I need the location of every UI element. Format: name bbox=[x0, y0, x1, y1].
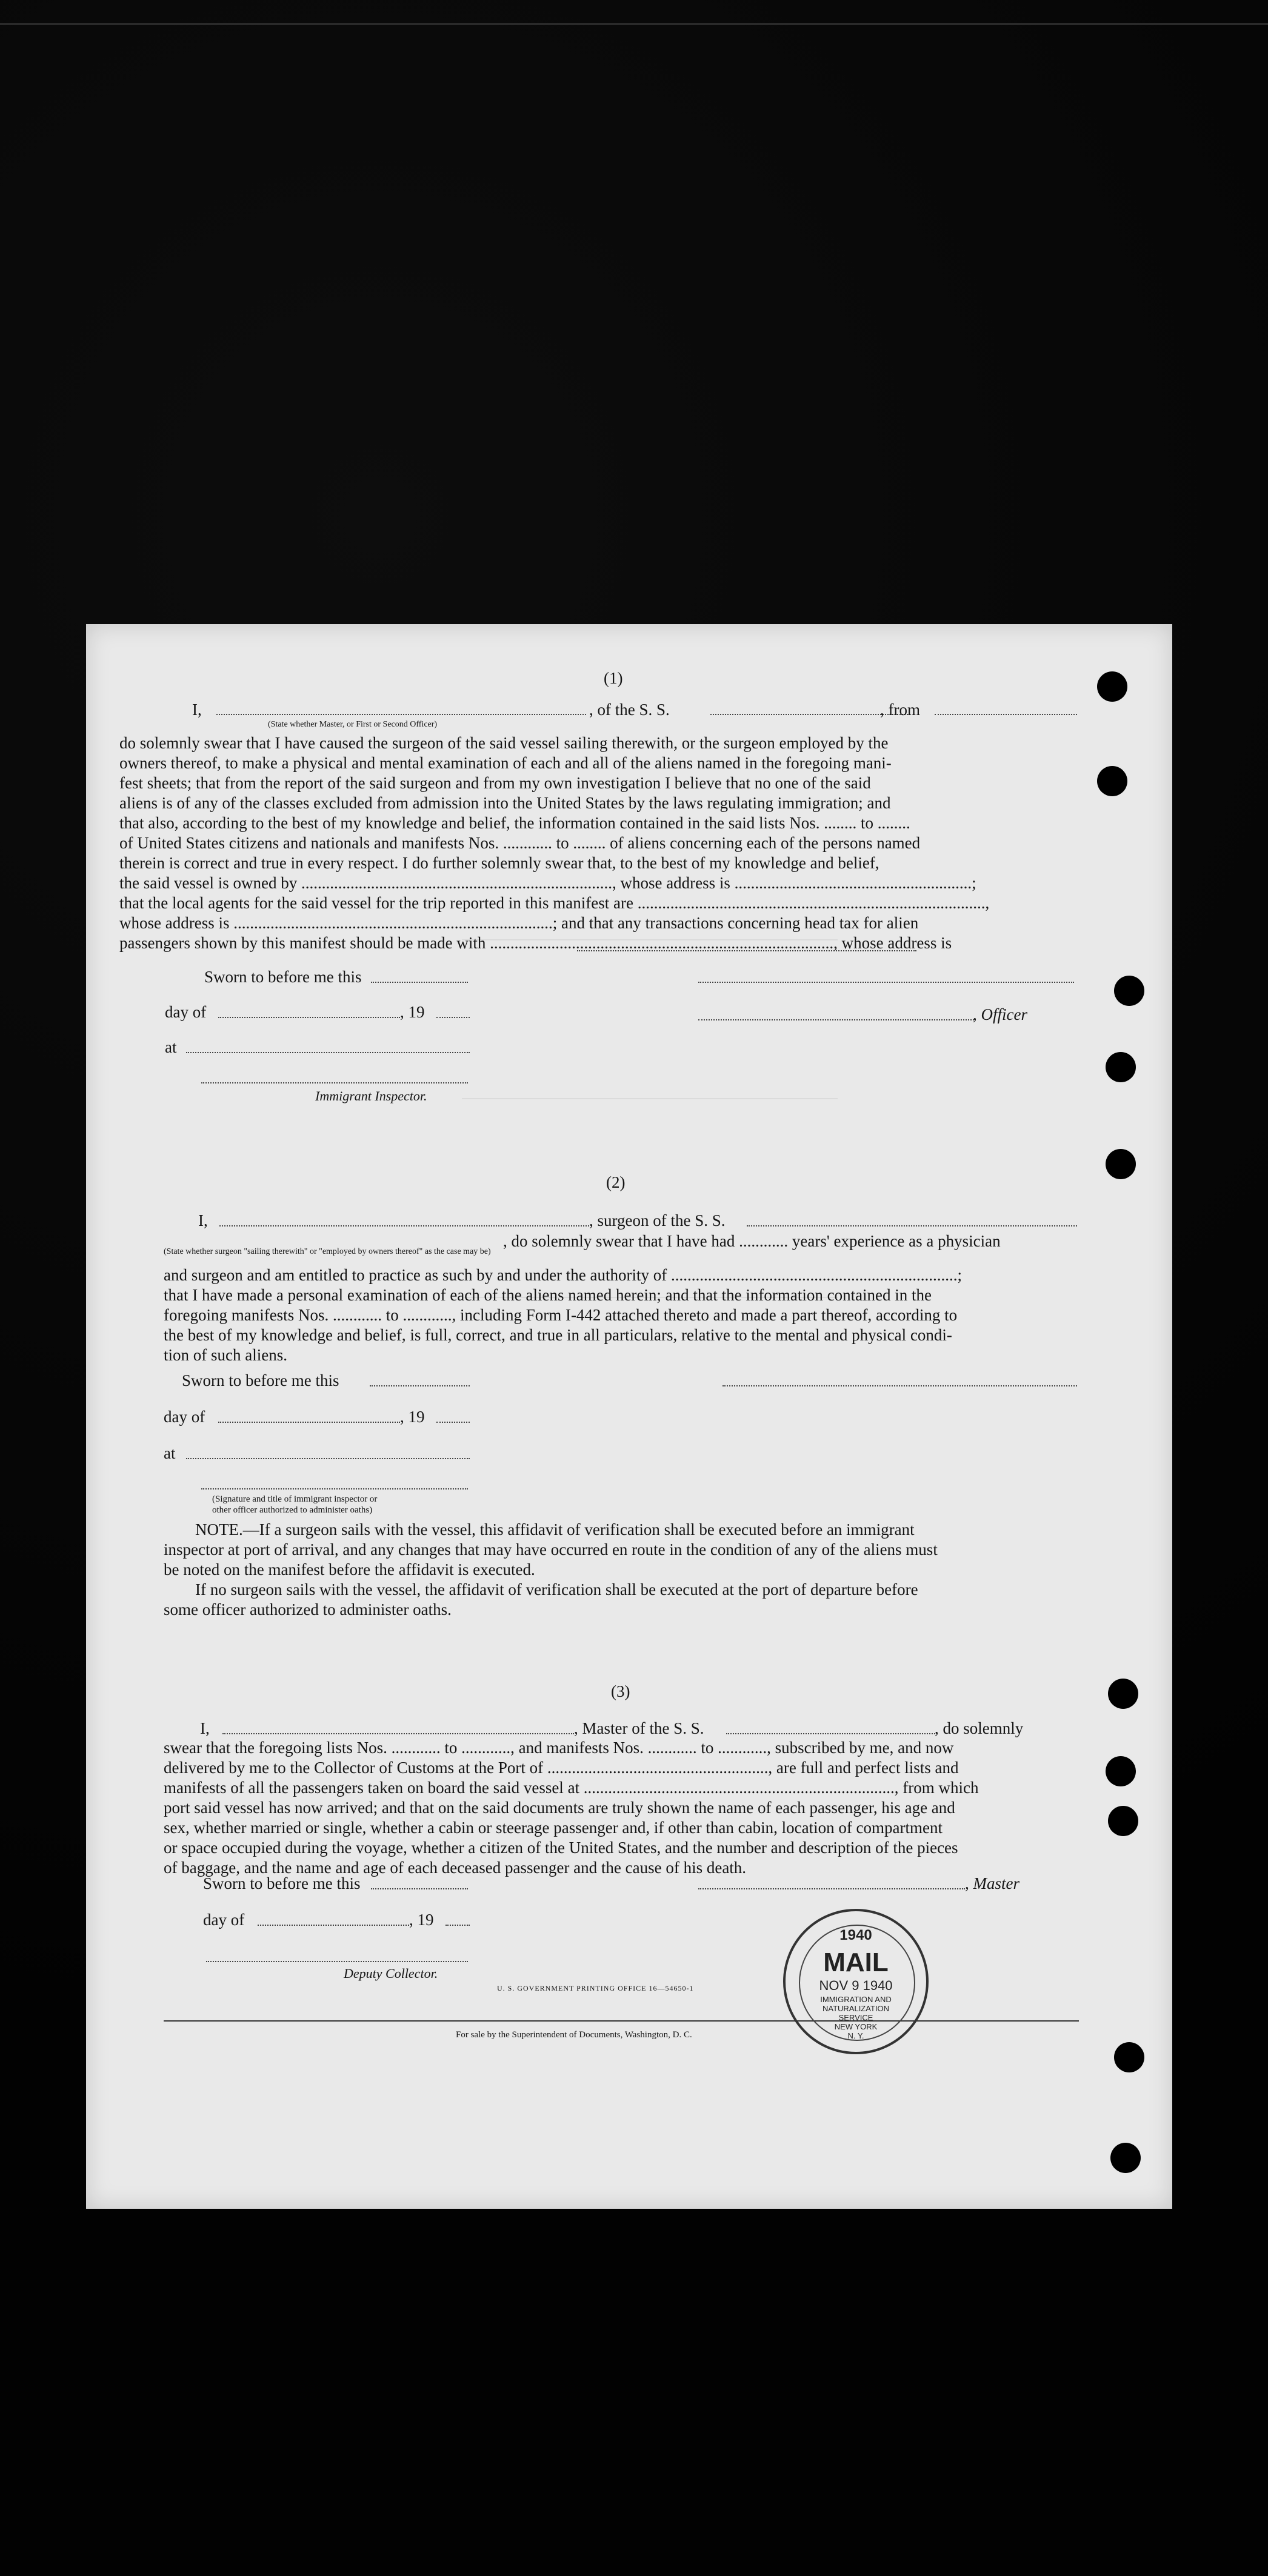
punch-hole bbox=[1106, 1756, 1136, 1786]
s2-sig-caption-2: other officer authorized to administer oaths) bbox=[212, 1505, 373, 1515]
s1-year-line bbox=[436, 1017, 470, 1018]
s1-inspector-sign-line bbox=[201, 1082, 468, 1083]
s1-sworn-line bbox=[371, 982, 468, 983]
s1-body-line: fest sheets; that from the report of the said surgeon and from my own investigation I believe that no one of the said bbox=[119, 774, 871, 792]
stamp-line-4: NEW YORK bbox=[834, 2022, 878, 2031]
s1-body-line: do solemnly swear that I have caused the surgeon of the said vessel sailing therewith, or the surgeon employed by the bbox=[119, 734, 889, 752]
punch-hole bbox=[1114, 2042, 1144, 2072]
s3-body-line: sex, whether married or single, whether a cabin or steerage passenger and, if other than cabin, location of compartment bbox=[164, 1819, 943, 1837]
s2-sworn-line bbox=[370, 1385, 470, 1386]
s3-sworn-line bbox=[371, 1888, 468, 1889]
s1-officer-label: , Officer bbox=[973, 1005, 1027, 1023]
s2-body-line: tion of such aliens. bbox=[164, 1346, 287, 1364]
stamp-line-3: SERVICE bbox=[838, 2013, 873, 2022]
s3-year: , 19 bbox=[409, 1911, 434, 1929]
s3-body bbox=[164, 1738, 1079, 1878]
s2-caption: (State whether surgeon "sailing therewith" or "employed by owners thereof" as the case may be) bbox=[164, 1247, 491, 1256]
s3-body-line: of baggage, and the name and age of each deceased passenger and the cause of his death. bbox=[164, 1859, 747, 1877]
s2-year: , 19 bbox=[400, 1408, 425, 1426]
s1-address-line bbox=[577, 950, 916, 951]
s3-swear: , do solemnly bbox=[935, 1719, 1024, 1737]
section-1-number: (1) bbox=[604, 669, 623, 687]
document-page bbox=[86, 624, 1172, 2209]
stamp-line-1: IMMIGRATION AND bbox=[820, 1995, 892, 2004]
punch-hole bbox=[1110, 2143, 1141, 2173]
s1-officer-name-line bbox=[216, 714, 586, 715]
s2-swear: , do solemnly swear that I have had ............ years' experience as a physician bbox=[503, 1232, 1001, 1250]
s1-body-line: of United States citizens and nationals and manifests Nos. ............ to ........ of aliens concerning each of the persons named bbox=[119, 834, 921, 852]
s3-master-of-ss: , Master of the S. S. bbox=[574, 1719, 704, 1737]
s2-note-line: inspector at port of arrival, and any changes that may have occurred en route in the condition of any of the aliens must bbox=[164, 1540, 938, 1559]
s3-ship-line bbox=[726, 1733, 935, 1734]
s3-body-line: or space occupied during the voyage, whether a citizen of the United States, and the number and description of the pieces bbox=[164, 1839, 958, 1857]
stamp-line-2: NATURALIZATION bbox=[822, 2004, 890, 2013]
s2-surgeon-sign-line bbox=[722, 1385, 1077, 1386]
punch-hole bbox=[1106, 1052, 1136, 1082]
s2-ship-line bbox=[747, 1225, 1077, 1226]
stamp-year: 1940 bbox=[839, 1927, 872, 1943]
s3-sworn: Sworn to before me this bbox=[203, 1874, 361, 1892]
film-edge-line bbox=[0, 23, 1268, 25]
mail-stamp bbox=[783, 1909, 929, 2054]
punch-hole bbox=[1108, 1679, 1138, 1709]
s3-day-of: day of bbox=[203, 1911, 245, 1929]
s3-body-line: swear that the foregoing lists Nos. ............ to ............, and manifests Nos. ............ to ............, subscribed by me, and now bbox=[164, 1739, 954, 1757]
s2-day-line bbox=[218, 1422, 400, 1423]
s1-body-line: aliens is of any of the classes excluded from admission into the United States by the laws regulating immigration; and bbox=[119, 794, 891, 812]
s3-collector-label: Deputy Collector. bbox=[344, 1966, 438, 1981]
s1-day-line bbox=[218, 1017, 400, 1018]
punch-hole bbox=[1097, 671, 1127, 702]
s2-surgeon-name-line bbox=[219, 1225, 589, 1226]
s3-i: I, bbox=[200, 1719, 210, 1737]
s3-master-sign-line bbox=[698, 1888, 965, 1889]
s2-i: I, bbox=[198, 1211, 208, 1230]
s1-body-line: that also, according to the best of my knowledge and belief, the information contained in the said lists Nos. ........ to ........ bbox=[119, 814, 910, 832]
s2-sign-line bbox=[201, 1488, 468, 1489]
s1-body-line: passengers shown by this manifest should be made with ...................................................................................., whose address is bbox=[119, 934, 952, 952]
s1-from-line bbox=[935, 714, 1077, 715]
s3-year-line bbox=[445, 1925, 470, 1926]
s1-at: at bbox=[165, 1038, 177, 1056]
s2-at-line bbox=[186, 1458, 470, 1459]
for-sale-note: For sale by the Superintendent of Documents, Washington, D. C. bbox=[456, 2030, 692, 2040]
s3-master-label: , Master bbox=[965, 1874, 1019, 1892]
s1-i: I, bbox=[192, 701, 202, 719]
s2-body bbox=[164, 1265, 1079, 1365]
stamp-mail: MAIL bbox=[823, 1948, 889, 1977]
s1-body-line: owners thereof, to make a physical and mental examination of each and all of the aliens named in the foregoing mani- bbox=[119, 754, 892, 772]
s2-day-of: day of bbox=[164, 1408, 205, 1426]
s2-body-line: and surgeon and am entitled to practice as such by and under the authority of ......................................................................; bbox=[164, 1266, 963, 1284]
section-3-number: (3) bbox=[611, 1682, 630, 1700]
s2-sworn: Sworn to before me this bbox=[182, 1371, 339, 1390]
s1-body-line: whose address is ..............................................................................; and that any transactions concerning head tax for alien bbox=[119, 914, 919, 932]
s2-note-line: NOTE.—If a surgeon sails with the vessel, this affidavit of verification shall be executed before an immigrant bbox=[195, 1520, 915, 1539]
stamp-line-5: N. Y. bbox=[847, 2031, 864, 2040]
punch-hole bbox=[1108, 1806, 1138, 1836]
s2-surgeon-of-ss: , surgeon of the S. S. bbox=[589, 1211, 726, 1230]
s3-body-line: delivered by me to the Collector of Customs at the Port of ......................................................, are full and perfect lists and bbox=[164, 1759, 959, 1777]
s1-caption: (State whether Master, or First or Second Officer) bbox=[268, 720, 438, 729]
punch-hole bbox=[1114, 976, 1144, 1006]
s1-body-line: that the local agents for the said vessel for the trip reported in this manifest are ....................................................................................., bbox=[119, 894, 990, 912]
s1-year: , 19 bbox=[400, 1003, 425, 1021]
s1-sworn: Sworn to before me this bbox=[204, 968, 362, 986]
s1-body bbox=[119, 733, 1089, 953]
s1-from: , from bbox=[880, 701, 920, 719]
s1-inspector-label: Immigrant Inspector. bbox=[315, 1088, 427, 1103]
s2-body-line: that I have made a personal examination of each of the aliens named herein; and that the information contained in the bbox=[164, 1286, 932, 1304]
s3-day-line bbox=[258, 1925, 409, 1926]
s3-master-name-line bbox=[222, 1733, 574, 1734]
s1-day-of: day of bbox=[165, 1003, 207, 1021]
s2-body-line: foregoing manifests Nos. ............ to ............, including Form I-442 attached thereto and made a part thereof, according to bbox=[164, 1306, 958, 1324]
s1-of-ss: , of the S. S. bbox=[589, 701, 670, 719]
s1-officer-sign-line-2 bbox=[698, 1019, 974, 1020]
s1-at-line bbox=[186, 1052, 470, 1053]
section-2-number: (2) bbox=[606, 1173, 626, 1191]
s2-note-line: some officer authorized to administer oaths. bbox=[164, 1600, 452, 1619]
s1-body-line: the said vessel is owned by ............................................................................, whose address is ..........................................................; bbox=[119, 874, 976, 892]
s2-at: at bbox=[164, 1444, 176, 1462]
bottom-rule bbox=[164, 2020, 1079, 2022]
s2-note-line: If no surgeon sails with the vessel, the affidavit of verification shall be executed at the port of departure before bbox=[195, 1580, 918, 1599]
s2-year-line bbox=[436, 1422, 470, 1423]
s2-note bbox=[164, 1520, 1079, 1620]
s2-sig-caption-1: (Signature and title of immigrant inspector or bbox=[212, 1494, 378, 1504]
s3-collector-sign-line bbox=[206, 1961, 468, 1962]
stamp-date: NOV 9 1940 bbox=[819, 1978, 893, 1993]
s3-body-line: port said vessel has now arrived; and that on the said documents are truly shown the name of each passenger, his age and bbox=[164, 1799, 955, 1817]
s1-body-line: therein is correct and true in every respect. I do further solemnly swear that, to the best of my knowledge and belief, bbox=[119, 854, 879, 872]
s2-note-line: be noted on the manifest before the affidavit is executed. bbox=[164, 1560, 535, 1579]
punch-hole bbox=[1097, 766, 1127, 796]
s1-officer-sign-line-1 bbox=[698, 982, 1074, 983]
s3-body-line: manifests of all the passengers taken on board the said vessel at ............................................................................, from which bbox=[164, 1779, 979, 1797]
s2-body-line: the best of my knowledge and belief, is full, correct, and true in all particulars, relative to the mental and physical condi- bbox=[164, 1326, 952, 1344]
printing-office-imprint: U. S. GOVERNMENT PRINTING OFFICE 16—54650-1 bbox=[497, 1984, 694, 1992]
punch-hole bbox=[1106, 1149, 1136, 1179]
